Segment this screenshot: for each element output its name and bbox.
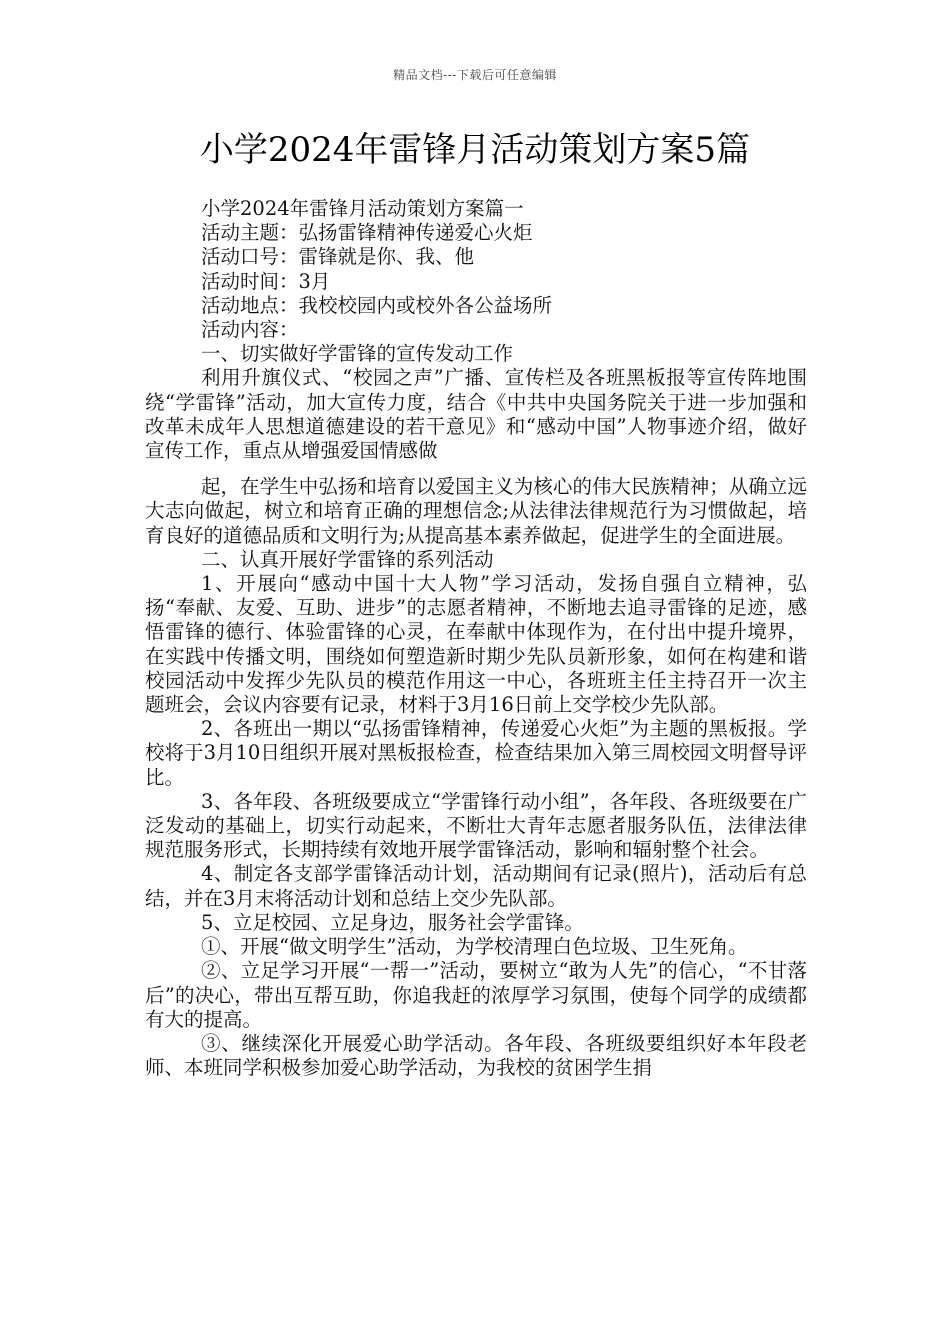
paragraph: 2、各班出一期以“弘扬雷锋精神，传递爱心火炬”为主题的黑板报。学校将于3月10日组织开展对黑板报检查，检查结果加入第三周校园文明督导评比。 bbox=[145, 717, 807, 789]
activity-time: 活动时间：3月 bbox=[201, 269, 331, 293]
paragraph: 4、制定各支部学雷锋活动计划，活动期间有记录(照片)，活动后有总结，并在3月末将活动计划和总结上交少先队部。 bbox=[145, 862, 807, 910]
activity-theme: 活动主题：弘扬雷锋精神传递爱心火炬 bbox=[201, 221, 533, 245]
paragraph: 利用升旗仪式、“校园之声”广播、宣传栏及各班黑板报等宣传阵地围绕“学雷锋”活动，加大宣传力度，结合《中共中央国务院关于进一步加强和改革未成年人思想道德建设的若干意见》和“感动中国”人物事迹介绍，做好宣传工作，重点从增强爱国情感做 bbox=[145, 366, 807, 463]
paragraph: ①、开展“做文明学生”活动，为学校清理白色垃圾、卫生死角。 bbox=[201, 935, 748, 959]
section-heading: 小学2024年雷锋月活动策划方案篇一 bbox=[201, 197, 524, 220]
paragraph: 1、开展向“感动中国十大人物”学习活动，发扬自强自立精神，弘扬“奉献、友爱、互助、进步”的志愿者精神，不断地去追寻雷锋的足迹，感悟雷锋的德行、体验雷锋的心灵，在奉献中体现作为，在付出中提升境界，在实践中传播文明，围绕如何塑造新时期少先队员新形象，如何在构建和谐校园活动中发挥少先队员的模范作用这一中心，各班班主任主持召开一次主题班会，会议内容要有记录，材料于3月16日前上交学校少先队部。 bbox=[145, 572, 807, 717]
document-body bbox=[145, 197, 807, 1080]
activity-slogan: 活动口号：雷锋就是你、我、他 bbox=[201, 245, 475, 269]
paragraph: ②、立足学习开展“一帮一”活动，要树立“敢为人先”的信心，“不甘落后”的决心，带出互帮互助，你追我赶的浓厚学习氛围，使每个同学的成绩都有大的提高。 bbox=[145, 959, 807, 1031]
subsection-heading-1: 一、切实做好学雷锋的宣传发动工作 bbox=[201, 342, 514, 366]
page-header: 精品文档---下载后可任意编辑 bbox=[393, 68, 557, 82]
document-title: 小学2024年雷锋月活动策划方案5篇 bbox=[199, 130, 751, 170]
paragraph: ③、继续深化开展爱心助学活动。各年段、各班级要组织好本年段老师、本班同学积极参加爱心助学活动，为我校的贫困学生捐 bbox=[145, 1031, 807, 1080]
activity-content-label: 活动内容： bbox=[201, 318, 299, 342]
paragraph: 5、立足校园、立足身边，服务社会学雷锋。 bbox=[201, 910, 584, 934]
subsection-heading-2: 二、认真开展好学雷锋的系列活动 bbox=[201, 547, 494, 571]
paragraph: 起，在学生中弘扬和培育以爱国主义为核心的伟大民族精神；从确立远大志向做起，树立和培育正确的理想信念;从法律法律规范行为习惯做起，培育良好的道德品质和文明行为;从提高基本素养做起，促进学生的全面进展。 bbox=[145, 475, 807, 547]
activity-location: 活动地点：我校校园内或校外各公益场所 bbox=[201, 293, 553, 317]
paragraph: 3、各年段、各班级要成立“学雷锋行动小组”，各年段、各班级要在广泛发动的基础上，切实行动起来，不断壮大青年志愿者服务队伍，法律法律规范服务形式，长期持续有效地开展学雷锋活动，影响和辐射整个社会。 bbox=[145, 789, 807, 862]
